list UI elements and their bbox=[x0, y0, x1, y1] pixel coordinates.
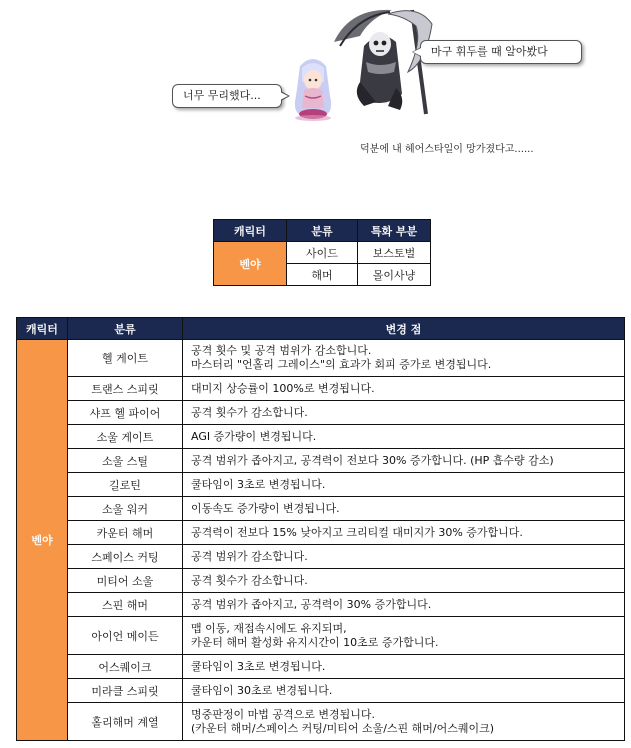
changes-row bbox=[17, 497, 625, 521]
skill-change-cell bbox=[183, 679, 625, 703]
skill-change-cell bbox=[183, 593, 625, 617]
skill-name-cell: 헬 게이트 bbox=[68, 340, 183, 377]
skill-change-cell bbox=[183, 521, 625, 545]
changes-row bbox=[17, 703, 625, 741]
skill-name-cell: 소울 스틸 bbox=[68, 449, 183, 473]
skill-change-line: 명중판정이 마법 공격으로 변경됩니다. bbox=[191, 707, 376, 721]
skill-change-cell bbox=[183, 449, 625, 473]
skill-change-line: 공격 횟수 및 공격 범위가 감소합니다. bbox=[191, 344, 372, 357]
changes-row bbox=[17, 473, 625, 497]
skill-name-cell: 소울 워커 bbox=[68, 497, 183, 521]
changes-row bbox=[17, 679, 625, 703]
skill-name-cell: 카운터 해머 bbox=[68, 521, 183, 545]
changes-row bbox=[17, 449, 625, 473]
skill-change-cell bbox=[183, 340, 625, 377]
skill-name-cell: 샤프 헬 파이어 bbox=[68, 401, 183, 425]
skill-name-cell: 홀리해머 계열 bbox=[68, 703, 183, 741]
changes-row bbox=[17, 377, 625, 401]
summary-specialty-cell: 보스토벌 bbox=[358, 242, 431, 264]
changes-header-row bbox=[17, 318, 625, 340]
skill-name-cell: 미라클 스피릿 bbox=[68, 679, 183, 703]
summary-category-cell: 해머 bbox=[287, 264, 358, 286]
skill-name-cell: 어스퀘이크 bbox=[68, 655, 183, 679]
changes-row bbox=[17, 655, 625, 679]
summary-header-character: 캐릭터 bbox=[214, 220, 287, 242]
skill-change-cell bbox=[183, 425, 625, 449]
changes-row bbox=[17, 617, 625, 655]
scene-caption: 덕분에 내 헤어스타일이 망가졌다고...... bbox=[360, 144, 534, 155]
skill-change-line: 쿨타임이 3초로 변경됩니다. bbox=[191, 659, 326, 673]
skill-name-cell: 스페이스 커팅 bbox=[68, 545, 183, 569]
skill-name-cell: 트랜스 스피릿 bbox=[68, 377, 183, 401]
skill-change-cell bbox=[183, 473, 625, 497]
skill-change-cell bbox=[183, 545, 625, 569]
changes-row bbox=[17, 521, 625, 545]
skill-change-line: 마스터리 "언홀리 그레이스"의 효과가 회피 증가로 변경됩니다. bbox=[191, 358, 492, 371]
changes-row bbox=[17, 569, 625, 593]
skill-change-line: 공격 범위가 좁아지고, 공격력이 전보다 30% 증가합니다. (HP 흡수량 감소) bbox=[191, 453, 554, 467]
skill-change-line: AGI 증가량이 변경됩니다. bbox=[191, 429, 317, 443]
skill-change-line: 공격 범위가 감소합니다. bbox=[191, 549, 308, 563]
skill-change-line: 카운터 해머 활성화 유지시간이 10초로 증가합니다. bbox=[191, 635, 439, 649]
skill-change-line: 공격 횟수가 감소합니다. bbox=[191, 573, 308, 587]
summary-row bbox=[214, 242, 431, 264]
skill-change-line: 공격 범위가 좁아지고, 공격력이 30% 증가합니다. bbox=[191, 597, 432, 611]
skill-change-cell bbox=[183, 497, 625, 521]
summary-header-specialty: 특화 부분 bbox=[358, 220, 431, 242]
summary-category-cell: 사이드 bbox=[287, 242, 358, 264]
changes-character-cell: 벤야 bbox=[17, 340, 68, 741]
summary-table bbox=[213, 219, 431, 286]
skill-change-cell bbox=[183, 617, 625, 655]
skill-change-line: 맵 이동, 재접속시에도 유지되며, bbox=[191, 621, 347, 635]
speech-bubble-reaper bbox=[420, 40, 582, 64]
changes-row bbox=[17, 593, 625, 617]
skill-change-line: 쿨타임이 3초로 변경됩니다. bbox=[191, 477, 326, 491]
skill-name-cell: 아이언 메이든 bbox=[68, 617, 183, 655]
skill-name-cell: 스핀 해머 bbox=[68, 593, 183, 617]
changes-row bbox=[17, 425, 625, 449]
skill-change-cell bbox=[183, 703, 625, 741]
skill-change-line: (카운터 해머/스페이스 커팅/미티어 소울/스핀 해머/어스퀘이크) bbox=[191, 721, 495, 735]
changes-table bbox=[16, 317, 625, 741]
speech-bubble-tail bbox=[281, 91, 290, 101]
changes-header-character: 캐릭터 bbox=[17, 318, 68, 340]
summary-header-row bbox=[214, 220, 431, 242]
skill-change-cell bbox=[183, 655, 625, 679]
skill-change-cell bbox=[183, 377, 625, 401]
speech-bubble-tail bbox=[412, 47, 421, 57]
changes-row bbox=[17, 401, 625, 425]
changes-row bbox=[17, 340, 625, 377]
skill-change-line: 공격 횟수가 감소합니다. bbox=[191, 405, 308, 419]
skill-name-cell: 미티어 소울 bbox=[68, 569, 183, 593]
skill-name-cell: 소울 게이트 bbox=[68, 425, 183, 449]
illustration-scene bbox=[0, 0, 631, 210]
changes-row bbox=[17, 545, 625, 569]
skill-name-cell: 길로틴 bbox=[68, 473, 183, 497]
summary-header-category: 분류 bbox=[287, 220, 358, 242]
changes-header-changes: 변경 점 bbox=[183, 318, 625, 340]
summary-character-cell: 벤야 bbox=[214, 242, 287, 286]
skill-change-cell bbox=[183, 401, 625, 425]
skill-change-line: 대미지 상승률이 100%로 변경됩니다. bbox=[191, 381, 375, 395]
speech-bubble-girl-text: 너무 무리했다... bbox=[183, 89, 261, 102]
summary-specialty-cell: 몰이사냥 bbox=[358, 264, 431, 286]
skill-change-line: 공격력이 전보다 15% 낮아지고 크리티컬 대미지가 30% 증가합니다. bbox=[191, 525, 523, 539]
skill-change-line: 이동속도 증가량이 변경됩니다. bbox=[191, 501, 340, 515]
changes-header-category: 분류 bbox=[68, 318, 183, 340]
skill-change-cell bbox=[183, 569, 625, 593]
skill-change-line: 쿨타임이 30초로 변경됩니다. bbox=[191, 683, 333, 697]
speech-bubble-girl bbox=[172, 84, 282, 108]
speech-bubble-reaper-text: 마구 휘두를 때 알아봤다 bbox=[431, 45, 548, 58]
